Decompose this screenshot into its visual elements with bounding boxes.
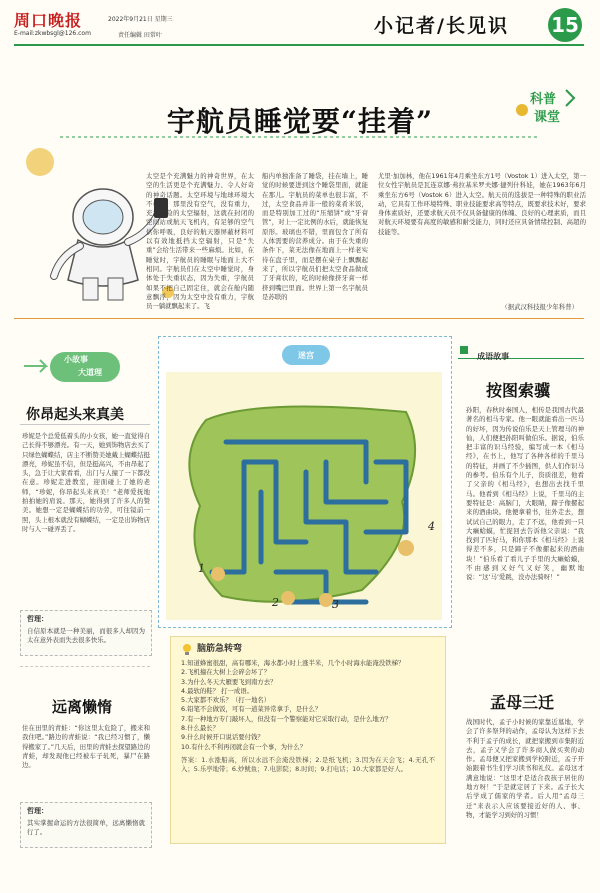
story2-note-label: 哲理：	[27, 807, 48, 815]
contact-email: E-mail:zkwbsgl@126.com	[14, 30, 91, 37]
story2-note: 其实掌握命运的方法很简单，远离懒惰就行了。	[27, 819, 145, 837]
idiom-tag: 成语故事	[477, 352, 510, 361]
main-article-col2: 船内单独准备了睡袋，挂在墙上，睡觉的时候要进到这个睡袋里面，就能在那儿。宇航员的菜单也很丰富，不过，太空食品并非一般的菜肴米饭，而是特别加工过的“压缩饼”或“牙膏管”，对上一定比例的水后，就能恢复原形。玻璃也不错，里面包含了所有人体需要的营养成分。由于在失重的条件下，菜无法像在地面上一样老实待在盘子里，而是摆在桌子上飘飘起来了，所以宇航员们把太空食品做成了牙膏状的，吃的时候像挤牙膏一样挤到嘴巴里面。世界上第一名宇航员是苏联的	[262, 172, 368, 301]
newspaper-logo: 周口晚报	[14, 11, 83, 30]
teaser-question: 7.有一种地方专门敲坏人，但没有一个警察能对它采取行动，是什么地方？	[181, 714, 392, 723]
teaser-question: 5.大家都不欢乐？（打一地名）	[181, 696, 271, 705]
teaser-question: 6.铅笔不会做饭，可有一道菜异常拿手，是什么？	[181, 705, 322, 714]
maze-entry-1: 1	[198, 562, 205, 575]
teaser-question: 2.飞机撞在大树上会碎会坏了？	[181, 668, 271, 677]
issue-date: 2022年9月21日 星期三	[108, 16, 173, 23]
story1-note-box	[20, 610, 152, 656]
tag-square-icon	[460, 346, 468, 354]
story2-body: 住在田里的青蛙：“你这里太危险了，搬来和我住吧。”路边的青蛙说：“我已经习惯了，懒得搬家了。”几天后，田里的青蛙去探望路边的青蛙，却发现他已经被车子轧死，暴尸在路边。	[22, 724, 150, 770]
idiom2-body: 战国时代，孟子小时候的家靠近墓地，学会了许多祭拜的动作，孟母认为这样下去不利于孟子的成长，就把家搬到市集附近去，孟子又学会了许多商人做买卖的动作。孟母便又把家搬到学校附近，孟子开始跟着书生们学习读书和礼仪。孟母这才满意地说：“这里才是适合我孩子居住的地方呀！”于是就定居了下来。孟子长大后学成了儒家的学者。后人用“孟母三迁”来表示人应该要接近好的人、事、物，才能学习到好的习惯！	[466, 718, 584, 819]
headline-ribbon	[0, 92, 600, 142]
idiom1-body: 孙阳，春秋时秦国人，相传是我国古代最著名的相马专家。他一眼就能看出一匹马的好坏，因为传说伯乐是天上管理马的神仙，人们便把孙阳叫做伯乐。据说，伯乐把丰富的识马经验，编写成一本《相马经》，在书上，他写了各种各样的千里马的特征，并画了不少插图，供人们作识马的参考。伯乐有个儿子，资质很差，他看了父亲的《相马经》，也想出去找千里马。他看到《相马经》上说，千里马的主要特征是：高脑门，大眼睛，蹄子像摞起来的酒曲块。他便拿着书，往外走去，想试试自己的眼力，走了不远，他看到一只大癞蛤蟆，忙捉回去告诉他父亲说：“我找到了匹好马，和你那本《相马经》上说得差不多，只是蹄子不像摞起来的酒曲块！”伯乐看了看儿子手里的大癞蛤蟆，不由感到又好气又好笑，幽默地说：“这‘马’爱跳，没办法骑呀！”	[466, 406, 584, 582]
story2-note-box	[20, 802, 152, 848]
story-tag-line1: 小故事	[64, 355, 88, 364]
section-title: 小记者/长见识	[374, 15, 509, 37]
teaser-question: 9.什么时候开口说话要付钱？	[181, 733, 264, 742]
maze-area	[166, 372, 442, 620]
section-divider	[14, 318, 584, 319]
maze-illustration	[166, 372, 442, 620]
teaser-question: 3.为什么冬天大雁要飞到南方去？	[181, 677, 277, 686]
story1-note-label: 哲理：	[27, 615, 48, 623]
teaser-question: 10.有什么不利再闭就会有一个事，为什么？	[181, 742, 307, 751]
brain-teaser-note	[170, 636, 446, 844]
teaser-question: 1.知道蜂蜜很甜，高有哪米，海水都小时上涨半米，几个小时海水能淹没铁梯？	[181, 659, 405, 667]
article-credit: （据武汉科技报少年科普）	[501, 303, 578, 311]
story1-rule	[20, 424, 150, 425]
editor-credit: 责任编辑 田常叶	[118, 32, 162, 39]
teaser-question: 4.最软的鞋？ 打一成语。	[181, 686, 254, 695]
story1-note: 自信原本就是一种美丽，而很多人却因为太在意外表而失去很多快乐。	[27, 627, 145, 645]
story2-title: 远离懒惰	[52, 698, 113, 716]
maze-label: 迷宫	[282, 345, 330, 365]
main-article-col3: 尤里·加加林，他在1961年4月乘坐东方1号（Vostok 1）进入太空，第一位女性宇航员是瓦连京娜·弗拉基米罗夫娜·捷列什科娃，她在1963年6月乘坐东方6号（Vostok 6）进入太空。航天员的选拔是一种特殊的职业活动，它具有工作环境特殊、职业技能要求高等特点，既要求技术好，要求身体素质好，还要求航天员不仅具备健康的体魄、良好的心理素质，而且对航天环境要有高度的敏感和耐受能力，同时还应具备情绪控制、高超的技能等。	[378, 172, 586, 236]
idiom-tag-bar	[458, 344, 584, 359]
teaser-question: 8.什么最长？	[181, 724, 220, 733]
badge-line2: 课堂	[534, 110, 561, 125]
maze-entry-4: 4	[428, 520, 435, 533]
brain-teaser-title: 脑筋急转弯	[197, 644, 243, 654]
lightbulb-icon	[181, 643, 193, 655]
headline: 宇航员睡觉要“挂着”	[166, 105, 434, 138]
story1-body: 珍妮是个总爱低着头的小女孩，她一直觉得自己长得不够漂亮。有一天，她到饰物店去买了只绿色蝴蝶结，店主不断赞美她戴上蝴蝶结挺漂亮，珍妮虽不信，但是挺高兴，不由昂起了头，急于让大家看看，出门与人撞了一下都没在意。珍妮走进教室，迎面碰上了她的老师，“珍妮，你昂起头来真美！”老师爱抚地拍拍她的肩说。那天，她得到了许多人的赞美。她想一定是蝴蝶结的功劳，可往镜前一照，头上根本就没有蝴蝶结，一定是出饰物店时与人一碰弄丢了。	[22, 432, 150, 533]
page-number: 15	[548, 8, 582, 42]
maze-entry-3: 3	[332, 598, 339, 611]
main-article-col1: 太空是个充满魅力的神奇世界，在太空的生活更是个充满魅力、令人好奇的神奇话题。太空环境与地球环境大不相同，那里没有空气，没有重力，充满危险的太空辐射，这就在封闭的空间站或航天飞机内，有足够的空气供你呼吸，良好的航天器屏蔽材料可以有效地抵挡太空辐射，只是“失重”会给生活带来一些麻烦。比如，在睡觉时，宇航员的睡眠与地面上大不相同。宇航员们在太空中睡觉时，身体处于失重状态，因为失重，宇航员如果不把自己固定住，就会在舱内随意飘浮，因为太空中没有重力，宇航员一躺就飘起来了。飞	[146, 172, 254, 311]
idiom1-title: 按图索骥	[486, 381, 551, 400]
header-rule	[14, 44, 584, 46]
teaser-answers: 答案：1.水涨船高，所以水远不会淹没铁梯；2.是纸飞机；3.因为在天会飞；4.无孔不入；5.乐亭地带；6.炒鱿鱼；7.电影院；8.时间；9.打电话；10.大家都是好人。	[181, 755, 435, 774]
left-divider	[20, 666, 150, 667]
idiom2-title: 孟母三迁	[490, 693, 555, 712]
maze-entry-2: 2	[272, 596, 279, 609]
story-tag	[20, 348, 148, 386]
science-class-badge	[512, 86, 576, 130]
story-tag-line2: 大道理	[78, 368, 102, 377]
story1-title: 你昂起头来真美	[26, 407, 124, 423]
badge-line1: 科普	[530, 92, 557, 107]
